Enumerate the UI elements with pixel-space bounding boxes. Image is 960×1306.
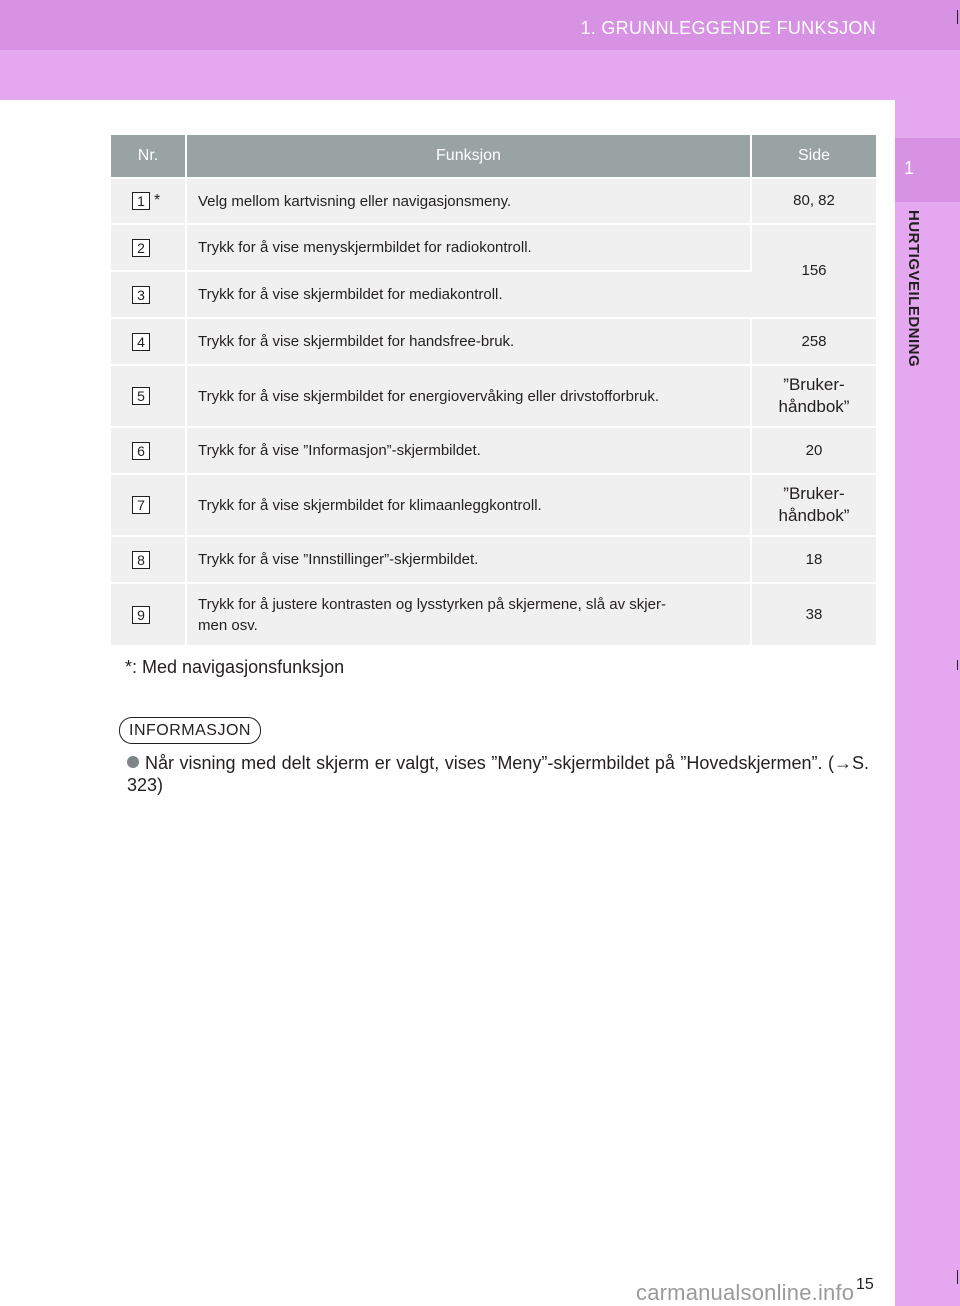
chapter-number: 1	[904, 158, 915, 178]
crop-mark	[957, 660, 958, 670]
row-number-cell	[111, 271, 186, 318]
table-header-row	[111, 135, 876, 178]
row-number-cell	[111, 427, 186, 474]
row-number-cell	[111, 536, 186, 583]
row-page: 258	[751, 318, 876, 365]
row-page: 156	[751, 224, 876, 318]
row-number: 6	[132, 442, 150, 460]
navigation-marker: *	[154, 192, 161, 210]
info-text-block	[127, 752, 869, 796]
row-number: 5	[132, 387, 150, 405]
crop-mark	[957, 10, 958, 24]
info-text: Når visning med delt skjerm er valgt, vises ”Meny”-skjermbildet på ”Hovedskjermen”. (→S. 323)	[127, 753, 869, 795]
row-page: 38	[751, 583, 876, 645]
table-row	[111, 318, 876, 365]
row-number: 8	[132, 551, 150, 569]
row-function: Trykk for å vise skjermbildet for klimaanleggkontroll.	[186, 474, 751, 536]
row-function: Trykk for å vise skjermbildet for mediakontroll.	[186, 271, 751, 318]
table-row	[111, 427, 876, 474]
row-number-cell	[111, 583, 186, 645]
row-function: Velg mellom kartvisning eller navigasjonsmeny.	[186, 178, 751, 224]
table-row	[111, 474, 876, 536]
row-number: 9	[132, 606, 150, 624]
row-page: ”Bruker- håndbok”	[751, 474, 876, 536]
row-page: 80, 82	[751, 178, 876, 224]
row-number-cell	[111, 318, 186, 365]
row-function: Trykk for å vise skjermbildet for energiovervåking eller drivstofforbruk.	[186, 365, 751, 427]
row-function: Trykk for å vise skjermbildet for handsfree-bruk.	[186, 318, 751, 365]
function-table	[111, 135, 876, 645]
row-page: ”Bruker- håndbok”	[751, 365, 876, 427]
row-number: 3	[132, 286, 150, 304]
table-row	[111, 365, 876, 427]
row-function: Trykk for å justere kontrasten og lysstyrken på skjermene, slå av skjer- men osv.	[186, 583, 751, 645]
row-number: 1	[132, 192, 150, 210]
row-page: 18	[751, 536, 876, 583]
column-header-function: Funksjon	[186, 135, 751, 178]
info-label: INFORMASJON	[119, 717, 261, 744]
row-function: Trykk for å vise ”Innstillinger”-skjermbildet.	[186, 536, 751, 583]
table-row	[111, 536, 876, 583]
watermark: carmanualsonline.info	[636, 1280, 855, 1305]
row-function: Trykk for å vise menyskjermbildet for radiokontroll.	[186, 224, 751, 271]
row-page: 20	[751, 427, 876, 474]
row-number-cell	[111, 365, 186, 427]
table-row	[111, 583, 876, 645]
column-header-nr: Nr.	[111, 135, 186, 178]
footnote: *: Med navigasjonsfunksjon	[125, 657, 345, 677]
column-header-page: Side	[751, 135, 876, 178]
row-number-cell	[111, 474, 186, 536]
table-row	[111, 224, 876, 271]
row-function: Trykk for å vise ”Informasjon”-skjermbildet.	[186, 427, 751, 474]
crop-mark	[957, 1270, 958, 1284]
page-number: 15	[856, 1276, 874, 1293]
table-row	[111, 178, 876, 224]
chapter-label: HURTIGVEILEDNING	[905, 210, 922, 368]
section-title: 1. GRUNNLEGGENDE FUNKSJON	[580, 18, 876, 38]
row-number: 2	[132, 239, 150, 257]
row-number: 7	[132, 496, 150, 514]
row-number: 4	[132, 333, 150, 351]
row-number-cell	[111, 224, 186, 271]
bullet-icon	[127, 756, 139, 768]
row-number-cell	[111, 178, 186, 224]
